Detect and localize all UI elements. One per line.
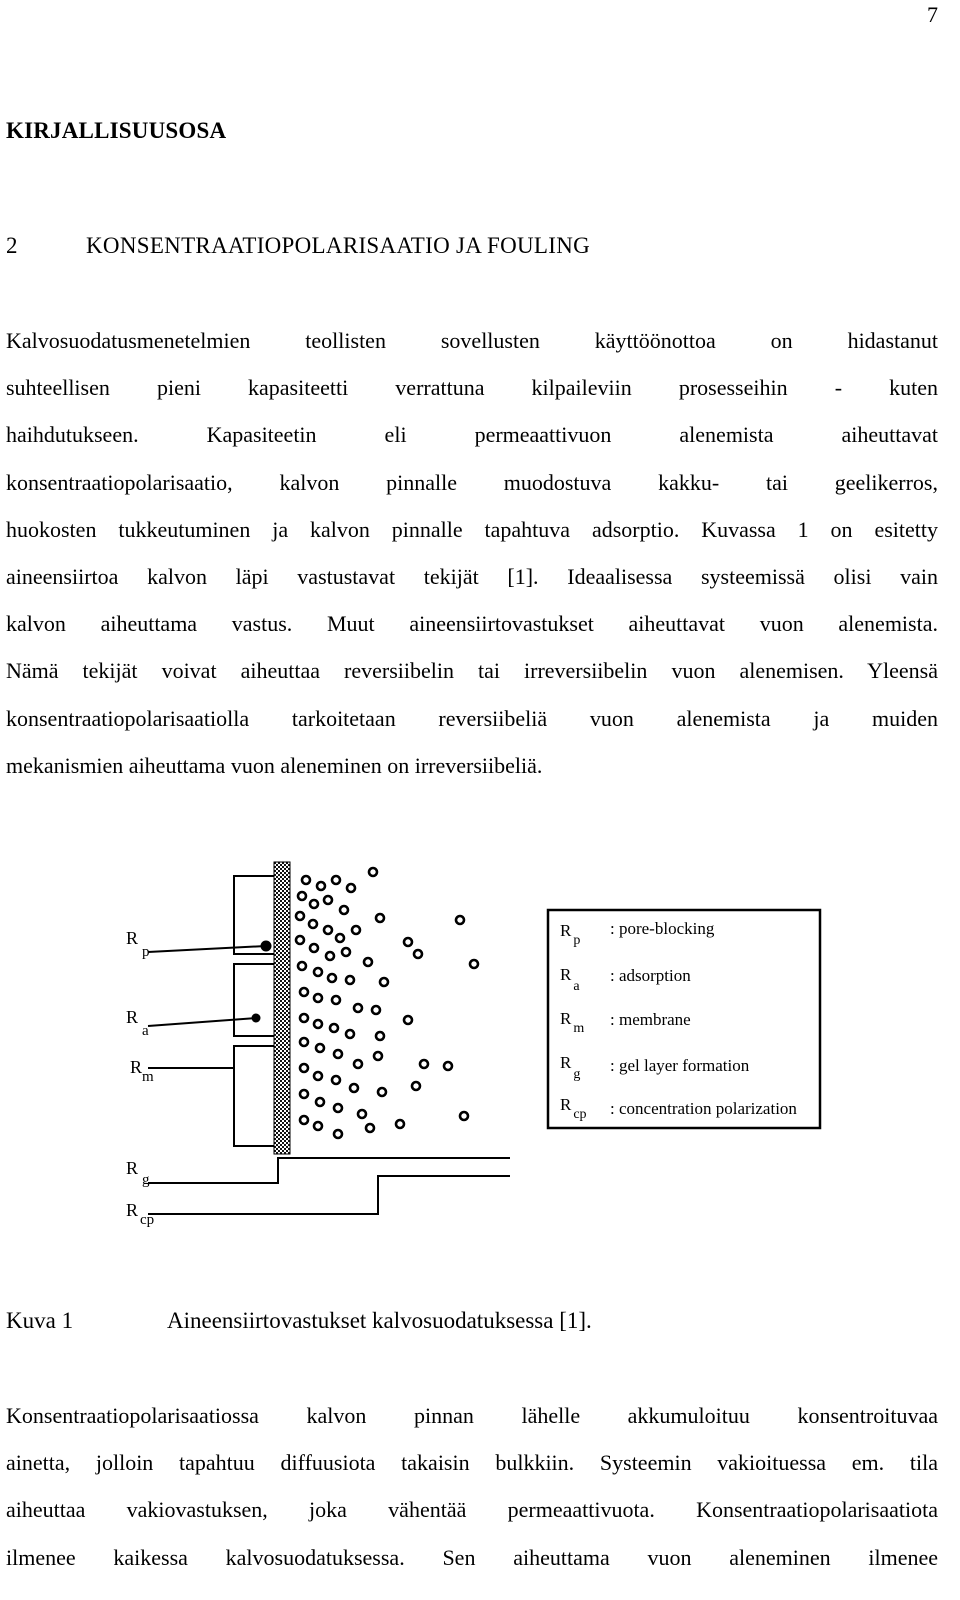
paragraph-line: ilmenee kaikessa kalvosuodatuksessa. Sen aiheuttama vuon aleneminen ilmenee	[6, 1544, 938, 1570]
adsorbed-particle	[252, 1014, 261, 1023]
particle	[376, 1032, 384, 1040]
particle	[300, 1090, 308, 1098]
particle	[380, 978, 388, 986]
legend-symbol: $R_g$	[560, 1053, 581, 1082]
particle	[378, 1088, 386, 1096]
particle	[470, 960, 478, 968]
particle	[346, 1030, 354, 1038]
particle	[350, 1084, 358, 1092]
particle	[372, 1006, 380, 1014]
legend-description: : concentration polarization	[610, 1099, 797, 1118]
particle	[314, 1122, 322, 1130]
paragraph-line: kalvon aiheuttama vastus. Muut aineensiirtovastukset aiheuttavat vuon alenemista.	[6, 611, 938, 637]
paragraph-line: haihdutukseen. Kapasiteetin eli permeaattivuon alenemista aiheuttavat	[6, 422, 938, 448]
paragraph-line: mekanismien aiheuttama vuon aleneminen on irreversiibeliä.	[6, 752, 543, 778]
figure-caption-number: Kuva 1	[6, 1308, 74, 1333]
label-rm: $R_m$	[130, 1057, 154, 1085]
particle	[332, 876, 340, 884]
paragraph-line: huokosten tukkeutuminen ja kalvon pinnalle tapahtuva adsorptio. Kuvassa 1 on esitetty	[6, 516, 938, 542]
label-rg: $R_g$	[126, 1158, 150, 1188]
particle	[317, 882, 325, 890]
resistance-diagram	[118, 858, 838, 1248]
particle	[346, 976, 354, 984]
label-ra: $R_a$	[126, 1007, 149, 1039]
particle	[310, 900, 318, 908]
paragraph-line: ainetta, jolloin tapahtuu diffuusiota takaisin bulkkiin. Systeemin vakioituessa em. tila	[6, 1450, 938, 1476]
legend-symbol: $R_m$	[560, 1009, 585, 1036]
paragraph-line: aiheuttaa vakiovastuksen, joka vähentää permeaattivuota. Konsentraatiopolarisaatiota	[6, 1497, 938, 1523]
particle	[300, 1038, 308, 1046]
particle	[309, 920, 317, 928]
particle	[314, 994, 322, 1002]
particle	[326, 952, 334, 960]
body-paragraph-2	[6, 1392, 938, 1581]
particle	[328, 974, 336, 982]
particle	[404, 938, 412, 946]
legend-symbol: $R_{cp}$	[560, 1095, 587, 1122]
particle	[366, 1124, 374, 1132]
paragraph-line: Kalvosuodatusmenetelmien teollisten sovellusten käyttöönottoa on hidastanut	[6, 328, 938, 353]
particle	[300, 1064, 308, 1072]
legend-description: : pore-blocking	[610, 919, 715, 938]
particle	[300, 988, 308, 996]
particle	[444, 1062, 452, 1070]
particle	[302, 876, 310, 884]
particle	[324, 896, 332, 904]
particle	[374, 1052, 382, 1060]
membrane-layer	[274, 862, 290, 1154]
particle	[300, 1014, 308, 1022]
legend-symbol: $R_a$	[560, 965, 580, 994]
particle	[300, 1116, 308, 1124]
particle	[314, 968, 322, 976]
particle	[298, 962, 306, 970]
particle	[316, 1098, 324, 1106]
particle	[316, 1044, 324, 1052]
body-paragraph-1	[6, 317, 938, 789]
figure-caption-text: Aineensiirtovastukset kalvosuodatuksessa [1].	[167, 1308, 592, 1333]
particle	[358, 1110, 366, 1118]
particle	[460, 1112, 468, 1120]
particle	[334, 1104, 342, 1112]
particle	[456, 916, 464, 924]
legend-symbol: $R_p$	[560, 921, 581, 948]
particle	[342, 948, 350, 956]
particle	[340, 906, 348, 914]
particle	[334, 1130, 342, 1138]
page-number: 7	[927, 2, 938, 27]
particle	[396, 1120, 404, 1128]
chapter-number: 2	[6, 233, 18, 258]
paragraph-line: Konsentraatiopolarisaatiossa kalvon pinnan lähelle akkumuloituu konsentroituvaa	[6, 1403, 938, 1428]
particle	[354, 1060, 362, 1068]
particle	[414, 950, 422, 958]
particle	[298, 892, 306, 900]
particle	[336, 934, 344, 942]
paragraph-line: suhteellisen pieni kapasiteetti verrattuna kilpaileviin prosesseihin - kuten	[6, 375, 938, 401]
paragraph-line: konsentraatiopolarisaatio, kalvon pinnalle muodostuva kakku- tai geelikerros,	[6, 469, 938, 495]
particle	[296, 936, 304, 944]
particle	[332, 996, 340, 1004]
particle	[314, 1020, 322, 1028]
particle	[296, 912, 304, 920]
label-rcp: R $_{cp}$	[126, 1200, 155, 1228]
particle	[369, 868, 377, 876]
chapter-title: KONSENTRAATIOPOLARISAATIO JA FOULING	[86, 233, 591, 258]
particle	[314, 1072, 322, 1080]
legend-description: : membrane	[610, 1010, 691, 1029]
particle	[330, 1024, 338, 1032]
particle	[332, 1076, 340, 1084]
particle	[404, 1016, 412, 1024]
paragraph-line: aineensiirtoa kalvon läpi vastustavat tekijät [1]. Ideaalisessa systeemissä olisi vain	[6, 563, 938, 589]
label-rp: $R_p$	[126, 928, 150, 960]
particle	[347, 884, 355, 892]
particle	[352, 926, 360, 934]
paragraph-line: Nämä tekijät voivat aiheuttaa reversiibelin tai irreversiibelin vuon alenemisen. Yleensä	[6, 658, 938, 684]
section-title: KIRJALLISUUSOSA	[6, 118, 227, 143]
legend-description: : gel layer formation	[610, 1056, 750, 1075]
particle	[412, 1082, 420, 1090]
particle	[324, 926, 332, 934]
particle	[334, 1050, 342, 1058]
solute-particles	[296, 868, 478, 1138]
pore-brackets	[234, 876, 274, 1146]
particle	[376, 914, 384, 922]
legend-description: : adsorption	[610, 966, 691, 985]
particle	[420, 1060, 428, 1068]
pore-blocking-particle	[261, 941, 272, 952]
resistance-lines	[148, 946, 510, 1214]
particle	[364, 958, 372, 966]
paragraph-line: konsentraatiopolarisaatiolla tarkoitetaan reversiibeliä vuon alenemista ja muiden	[6, 705, 938, 731]
particle	[354, 1004, 362, 1012]
particle	[310, 944, 318, 952]
